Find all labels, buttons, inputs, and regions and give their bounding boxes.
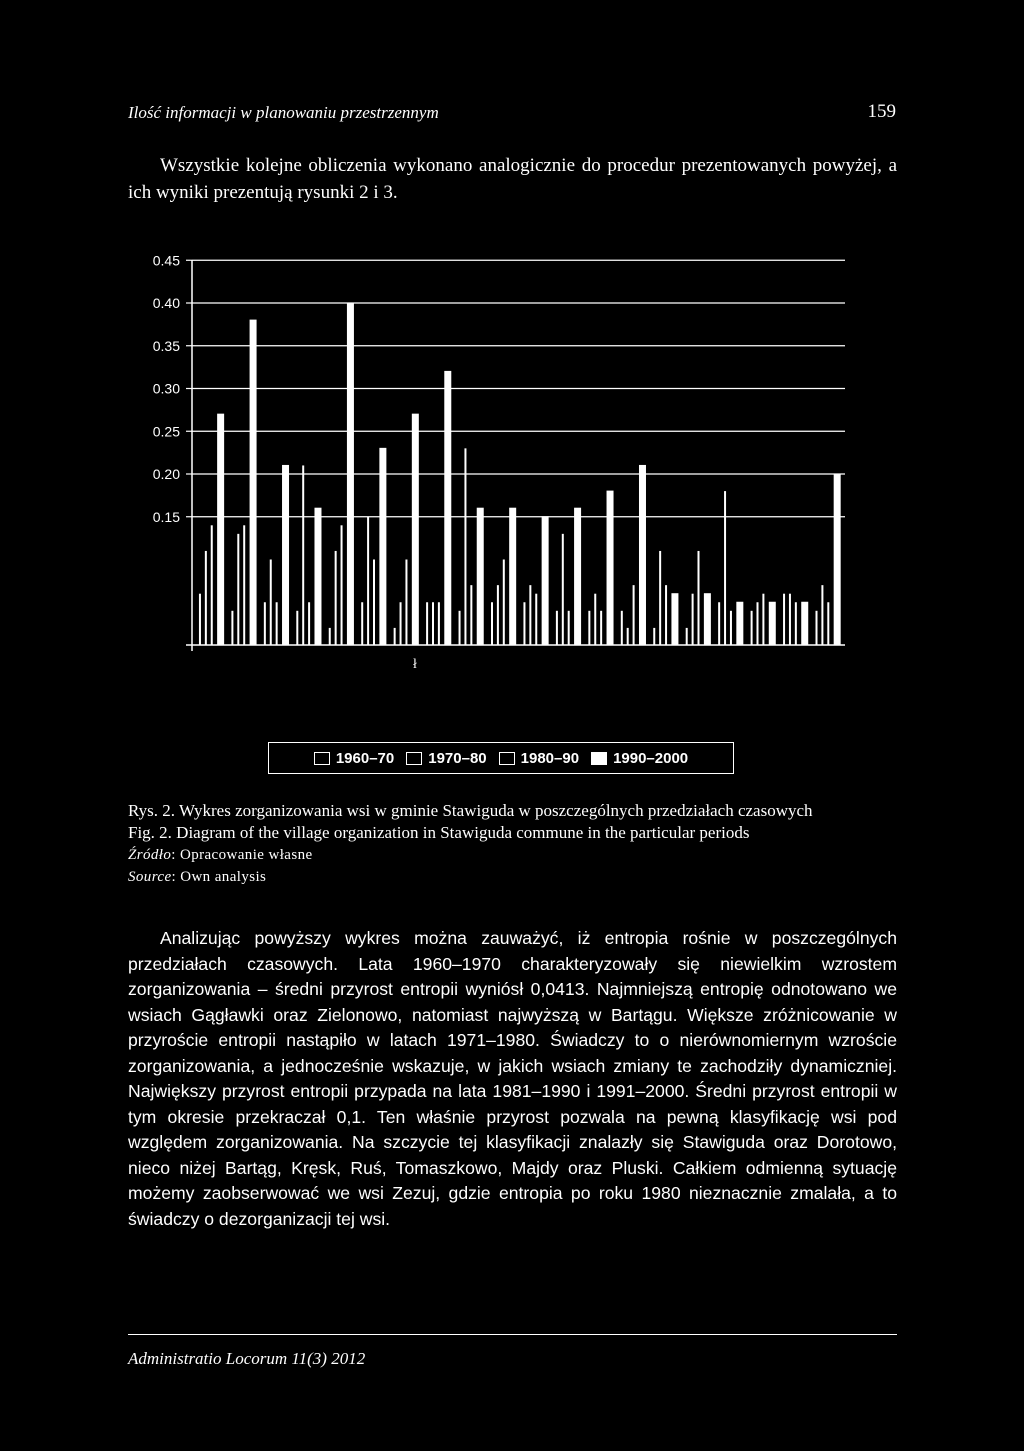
source-english bbox=[128, 866, 898, 888]
legend-label: 1960–70 bbox=[335, 749, 395, 767]
bar-1980-90 bbox=[405, 560, 407, 646]
bar-1960-70 bbox=[329, 628, 331, 645]
bar-1980-90 bbox=[373, 560, 375, 646]
bar-1970-80 bbox=[367, 517, 369, 645]
caption-polish: Rys. 2. Wykres zorganizowania wsi w gminie Stawiguda w poszczególnych przedziałach czasowych bbox=[128, 801, 813, 820]
legend-item-1960-70 bbox=[314, 750, 394, 767]
source-polish-label: Źródło bbox=[128, 847, 172, 863]
bar-1990-2000 bbox=[445, 371, 451, 645]
bar-1960-70 bbox=[816, 611, 818, 645]
bar-1990-2000 bbox=[639, 465, 645, 645]
y-tick-label: 0.15 bbox=[152, 508, 180, 525]
entropy-bar-chart bbox=[0, 0, 1024, 700]
bar-1960-70 bbox=[653, 628, 655, 645]
bar-1980-90 bbox=[470, 585, 472, 645]
bar-1990-2000 bbox=[510, 508, 516, 645]
bar-1980-90 bbox=[211, 525, 213, 645]
legend-item-1990-2000 bbox=[591, 750, 688, 767]
bar-1970-80 bbox=[627, 628, 629, 645]
bar-1970-80 bbox=[270, 560, 272, 646]
bar-1990-2000 bbox=[315, 508, 321, 645]
bar-1990-2000 bbox=[802, 602, 808, 645]
bar-1960-70 bbox=[556, 611, 558, 645]
bar-1970-80 bbox=[302, 465, 304, 645]
bar-1970-80 bbox=[432, 602, 434, 645]
journal-footer: Administratio Locorum 11(3) 2012 bbox=[128, 1349, 366, 1368]
bar-1980-90 bbox=[535, 594, 537, 645]
caption-english: Fig. 2. Diagram of the village organization in Stawiguda commune in the particular periods bbox=[128, 823, 750, 842]
bar-1960-70 bbox=[296, 611, 298, 645]
bar-1990-2000 bbox=[672, 594, 678, 645]
source-polish bbox=[128, 844, 898, 866]
bar-1990-2000 bbox=[607, 491, 613, 645]
bar-1960-70 bbox=[426, 602, 428, 645]
y-tick-label: 0.20 bbox=[152, 466, 180, 482]
bar-1970-80 bbox=[562, 534, 564, 645]
footer-divider bbox=[128, 1334, 897, 1335]
legend-item-1970-80 bbox=[406, 750, 486, 767]
page-number: 159 bbox=[867, 101, 896, 122]
bar-1970-80 bbox=[529, 585, 531, 645]
bar-1960-70 bbox=[199, 594, 201, 645]
bar-1980-90 bbox=[243, 525, 245, 645]
bar-1980-90 bbox=[665, 585, 667, 645]
bar-1970-80 bbox=[594, 594, 596, 645]
bar-1990-2000 bbox=[477, 508, 483, 645]
bar-1990-2000 bbox=[380, 448, 386, 645]
legend-swatch-outline bbox=[499, 752, 515, 765]
bar-1970-80 bbox=[789, 594, 791, 645]
y-tick-label: 0.30 bbox=[152, 380, 180, 397]
legend-label: 1970–80 bbox=[428, 749, 487, 767]
bar-1970-80 bbox=[335, 551, 337, 645]
bar-1970-80 bbox=[724, 491, 726, 645]
bar-1990-2000 bbox=[737, 602, 743, 645]
bar-1980-90 bbox=[795, 602, 797, 645]
bar-1960-70 bbox=[459, 611, 461, 645]
legend-label: 1980–90 bbox=[520, 749, 580, 767]
bar-1960-70 bbox=[783, 594, 785, 645]
legend-swatch-outline bbox=[406, 752, 422, 765]
bar-1990-2000 bbox=[218, 414, 224, 645]
bar-1970-80 bbox=[497, 585, 499, 645]
y-tick-label: 0.45 bbox=[152, 252, 180, 269]
bar-1980-90 bbox=[633, 585, 635, 645]
bar-1970-80 bbox=[757, 602, 759, 645]
bar-1980-90 bbox=[600, 611, 602, 645]
bar-1990-2000 bbox=[347, 303, 353, 645]
source-polish-text: : Opracowanie własne bbox=[171, 847, 313, 863]
bar-1980-90 bbox=[341, 525, 343, 645]
bar-1960-70 bbox=[523, 602, 525, 645]
bar-1980-90 bbox=[827, 602, 829, 645]
legend-label: 1990–2000 bbox=[613, 749, 689, 767]
bar-1990-2000 bbox=[575, 508, 581, 645]
bar-1970-80 bbox=[400, 602, 402, 645]
bar-1990-2000 bbox=[250, 320, 256, 645]
figure-captions bbox=[128, 800, 898, 888]
chart-legend bbox=[268, 742, 734, 774]
bar-1970-80 bbox=[821, 585, 823, 645]
bar-1960-70 bbox=[686, 628, 688, 645]
source-english-text: : Own analysis bbox=[171, 869, 267, 885]
legend-item-1980-90 bbox=[499, 750, 579, 767]
bar-1960-70 bbox=[751, 611, 753, 645]
bar-1990-2000 bbox=[769, 602, 775, 645]
stray-mark: ł bbox=[413, 657, 417, 672]
bar-1960-70 bbox=[588, 611, 590, 645]
bar-1980-90 bbox=[308, 602, 310, 645]
bar-1970-80 bbox=[659, 551, 661, 645]
bar-1990-2000 bbox=[283, 465, 289, 645]
y-tick-label: 0.35 bbox=[152, 337, 180, 354]
bar-1980-90 bbox=[568, 611, 570, 645]
bar-1990-2000 bbox=[834, 474, 840, 645]
legend-swatch-outline bbox=[314, 752, 330, 765]
legend-swatch-filled bbox=[591, 752, 607, 765]
bar-1980-90 bbox=[762, 594, 764, 645]
source-english-label: Source bbox=[128, 869, 172, 885]
bar-1990-2000 bbox=[704, 594, 710, 645]
bar-1980-90 bbox=[276, 602, 278, 645]
bar-1960-70 bbox=[231, 611, 233, 645]
bar-1960-70 bbox=[361, 602, 363, 645]
bar-1980-90 bbox=[438, 602, 440, 645]
bar-1980-90 bbox=[503, 560, 505, 646]
bar-1960-70 bbox=[718, 602, 720, 645]
bar-1970-80 bbox=[237, 534, 239, 645]
running-title: Ilość informacji w planowaniu przestrzennym bbox=[128, 103, 439, 122]
bar-1960-70 bbox=[491, 602, 493, 645]
bar-1990-2000 bbox=[542, 517, 548, 645]
bar-1980-90 bbox=[730, 611, 732, 645]
bar-1960-70 bbox=[264, 602, 266, 645]
bar-1980-90 bbox=[698, 551, 700, 645]
y-tick-label: 0.40 bbox=[152, 295, 180, 311]
intro-paragraph: Wszystkie kolejne obliczenia wykonano analogicznie do procedur prezentowanych powyżej, a ich wyniki prezentują rysunki 2 i 3. bbox=[128, 155, 897, 203]
bar-1960-70 bbox=[621, 611, 623, 645]
bar-1970-80 bbox=[692, 594, 694, 645]
bar-1970-80 bbox=[464, 448, 466, 645]
y-tick-label: 0.25 bbox=[152, 423, 180, 440]
bar-1990-2000 bbox=[412, 414, 418, 645]
bar-1970-80 bbox=[205, 551, 207, 645]
bar-1960-70 bbox=[394, 628, 396, 645]
analysis-paragraph: Analizując powyższy wykres można zauważyć, iż entropia rośnie w poszczególnych przedziałach czasowych. Lata 1960–1970 charakteryzowały się niewielkim wzrostem zorganizowania – średni przyrost entropii wyniósł 0,0413. Najmniejszą entropię odnotowano we wsiach Gągławki oraz Zielonowo, natomiast najwyższą w Bartągu. Większe zróżnicowanie w przyroście entropii nastąpiło w latach 1971–1980. Świadczy to o nierównomiernym wzroście zorganizowania, a jednocześnie wskazuje, w jakich wsiach zmiany te zachodziły dynamiczniej. Największy przyrost entropii przypada na lata 1981–1990 i 1991–2000. Średni przyrost entropii w tym okresie przekraczał 0,1. Ten właśnie przyrost pozwala na pewną klasyfikację wsi pod względem zorganizowania. Na szczycie tej klasyfikacji znalazły się Stawiguda oraz Dorotowo, nieco niżej Bartąg, Kręsk, Ruś, Tomaszkowo, Majdy oraz Pluski. Całkiem odmienną sytuację możemy zaobserwować we wsi Zezuj, gdzie entropia po roku 1980 nieznacznie zmalała, a to świadczy o dezorganizacji tej wsi. bbox=[128, 928, 897, 1229]
